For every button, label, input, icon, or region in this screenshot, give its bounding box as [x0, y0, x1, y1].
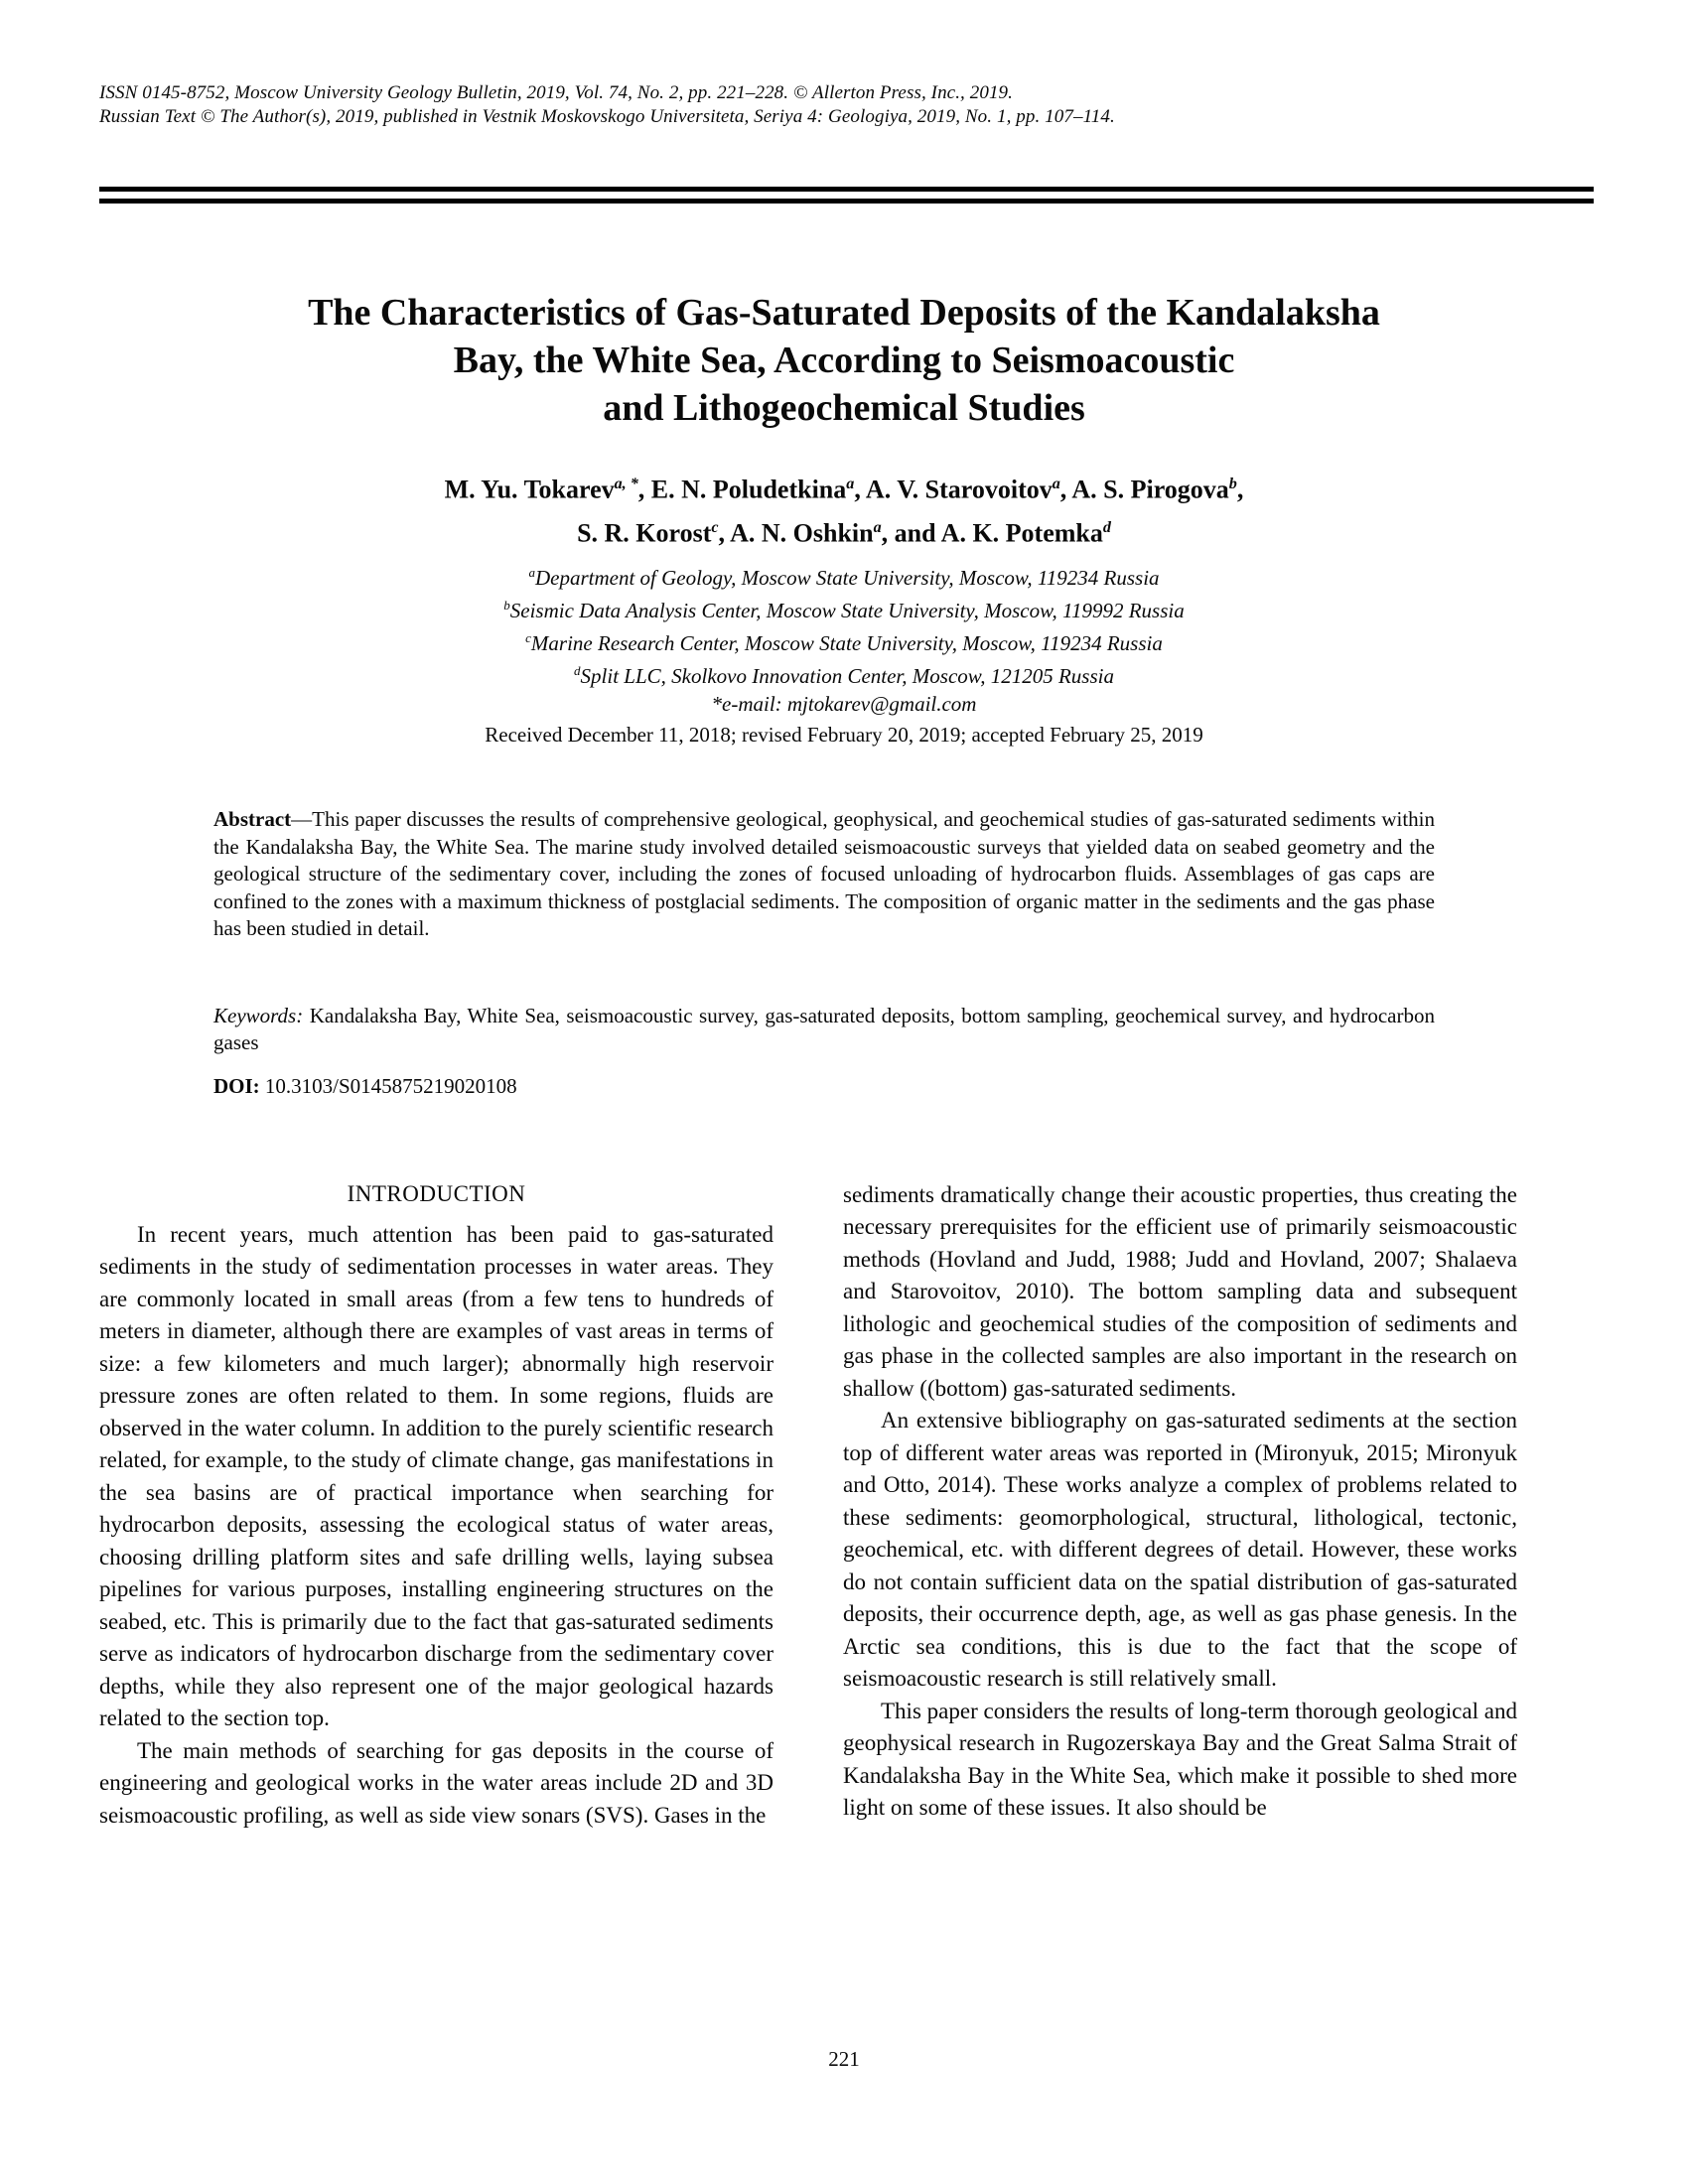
author-affil-mark: a: [1052, 476, 1060, 492]
affiliation-text: Marine Research Center, Moscow State University, Moscow, 119234 Russia: [530, 631, 1163, 656]
article-title-line-1: The Characteristics of Gas-Saturated Deposits of the Kandalaksha: [308, 292, 1380, 334]
affiliation-a: [0, 559, 1688, 592]
affiliation-text: Department of Geology, Moscow State University, Moscow, 119234 Russia: [534, 566, 1160, 591]
russian-text-line: Russian Text © The Author(s), 2019, published in Vestnik Moskovskogo Universiteta, Seriya 4: Geologiya, 2019, No. 1, pp. 107–114.: [99, 106, 1115, 127]
issn-line: ISSN 0145-8752, Moscow University Geology Bulletin, 2019, Vol. 74, No. 2, pp. 221–228. © Allerton Press, Inc., 2019.: [99, 82, 1014, 103]
affiliation-mark: a: [528, 565, 535, 581]
author-affil-mark: c: [711, 518, 719, 536]
abstract-text: —This paper discusses the results of comprehensive geological, geophysical, and geochemical studies of gas-saturated sediments within the Kandalaksha Bay, the White Sea. The marine study involved detailed seismoacoustic surveys that yielded data on seabed geometry and the geological structure of the sedimentary cover, including the zones of focused unloading of hydrocarbon fluids. Assemblages of gas caps are confined to the zones with a maximum thickness of postglacial sediments. The composition of organic matter in the sediments and the gas phase has been studied in detail.: [213, 807, 1435, 941]
article-title: [119, 289, 1569, 432]
author-separator: ,: [1059, 475, 1072, 504]
body-paragraph-continuation: sediments dramatically change their acoustic properties, thus creating the necessary prerequisites for the efficient use of primarily seismoacoustic methods (Hovland and Judd, 1988; Judd and Hovland, 2007; Shalaeva and Starovoitov, 2010). The bottom sampling data and subsequent lithologic and geochemical studies of the composition of sediments and gas phase in the collected samples are also important in the research on shallow ((bottom) gas-saturated sediments.: [843, 1181, 1517, 1401]
author-name: M. Yu. Tokarev: [444, 475, 615, 504]
article-title-line-3: and Lithogeochemical Studies: [603, 387, 1085, 429]
author-name: A. S. Pirogova: [1071, 475, 1229, 504]
author-name: A. K. Potemka: [940, 518, 1103, 548]
author-separator: ,: [854, 475, 866, 504]
keywords-text: Kandalaksha Bay, White Sea, seismoacoustic survey, gas-saturated deposits, bottom sampling, geochemical survey, and hydrocarbon gases: [213, 1003, 1435, 1055]
author-separator: ,: [1236, 475, 1244, 504]
running-head: [99, 81, 1594, 129]
abstract: [213, 806, 1435, 943]
affiliation-list: [0, 559, 1688, 690]
header-double-rule: [99, 187, 1594, 204]
affiliation-text: Seismic Data Analysis Center, Moscow State University, Moscow, 119992 Russia: [509, 599, 1185, 623]
affiliation-mark: c: [525, 630, 531, 646]
affiliation-d: [0, 657, 1688, 690]
keywords: [213, 1003, 1435, 1057]
body-paragraph: In recent years, much attention has been paid to gas-saturated sediments in the study of sedimentation processes in water areas. They are commonly located in small areas (from a few tens to hundreds of meters in diameter, although there are examples of vast areas in terms of size: a few kilometers and much larger); abnormally high reservoir pressure zones are often related to them. In some regions, fluids are observed in the water column. In addition to the purely scientific research related, for example, to the study of climate change, gas manifestations in the sea basins are of practical importance when searching for hydrocarbon deposits, assessing the ecological status of water areas, choosing drilling platform sites and safe drilling wells, laying subsea pipelines for various purposes, installing engineering structures on the seabed, etc. This is primarily due to the fact that gas-saturated sediments serve as indicators of hydrocarbon discharge from the sedimentary cover depths, while they also represent one of the major geological hazards related to the section top.: [99, 1221, 774, 1731]
author-affil-mark: a: [846, 476, 855, 492]
affiliation-b: [0, 592, 1688, 624]
doi: [213, 1073, 1435, 1100]
right-column: [843, 1179, 1517, 1833]
author-separator: ,: [637, 475, 651, 504]
author-name: S. R. Korost: [577, 518, 712, 548]
body-paragraph: This paper considers the results of long-term thorough geological and geophysical research in Rugozerskaya Bay and the Great Salma Strait of Kandalaksha Bay in the White Sea, which make it possible to shed more light on some of these issues. It also should be: [843, 1698, 1517, 1821]
body-paragraph: An extensive bibliography on gas-saturated sediments at the section top of different water areas was reported in (Mironyuk, 2015; Mironyuk and Otto, 2014). These works analyze a complex of problems related to these sediments: geomorphological, structural, lithological, tectonic, geochemical, etc. with different degrees of detail. However, these works do not contain sufficient data on the spatial distribution of gas-saturated deposits, their occurrence depth, age, as well as gas phase genesis. In the Arctic sea conditions, this is due to the fact that the scope of seismoacoustic research is still relatively small.: [843, 1408, 1517, 1692]
author-name: A. V. Starovoitov: [865, 475, 1053, 504]
corresponding-email: *e-mail: mjtokarev@gmail.com: [711, 692, 977, 717]
doi-value: 10.3103/S0145875219020108: [259, 1073, 517, 1098]
author-separator: , and: [881, 518, 941, 548]
affiliation-text: Split LLC, Skolkovo Innovation Center, Moscow, 121205 Russia: [580, 664, 1114, 689]
author-line-2: [0, 509, 1688, 553]
author-name: A. N. Oshkin: [730, 518, 874, 548]
author-separator: ,: [718, 518, 731, 548]
keywords-label: Keywords:: [213, 1003, 304, 1027]
section-heading-introduction: INTRODUCTION: [347, 1180, 526, 1206]
affiliation-c: [0, 624, 1688, 657]
doi-label: DOI:: [213, 1073, 260, 1098]
received-dates: Received December 11, 2018; revised February 20, 2019; accepted February 25, 2019: [485, 723, 1203, 748]
affiliation-mark: d: [574, 663, 581, 679]
article-title-line-2: Bay, the White Sea, According to Seismoacoustic: [453, 340, 1235, 381]
author-affil-mark: a, *: [614, 476, 638, 492]
author-affil-mark: a: [873, 518, 882, 536]
author-affil-mark: d: [1102, 518, 1111, 536]
left-column: [99, 1179, 774, 1833]
page-number: 221: [828, 2047, 860, 2071]
affiliation-mark: b: [503, 598, 510, 614]
author-affil-mark: b: [1228, 476, 1237, 492]
article-body: [99, 1179, 1517, 1833]
author-name: E. N. Poludetkina: [650, 475, 847, 504]
abstract-label: Abstract: [213, 807, 292, 832]
author-list: [0, 466, 1688, 552]
body-paragraph: The main methods of searching for gas deposits in the course of engineering and geological works in the water areas include 2D and 3D seismoacoustic profiling, as well as side view sonars (SVS). Gases in the: [99, 1737, 774, 1828]
author-line-1: [0, 466, 1688, 509]
